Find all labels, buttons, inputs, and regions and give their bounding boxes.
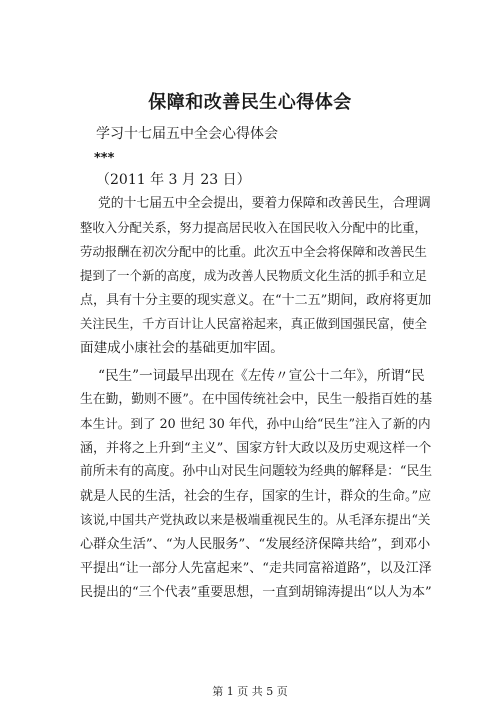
subtitle: 学习十七届五中全会心得体会 (96, 126, 278, 142)
paragraph-line: 提到了一个新的高度，成为改善人民物质文化生活的抓手和立足 (80, 268, 427, 283)
paragraph-line: 点，具有十分主要的现实意义。在“十二五”期间，政府将更加 (80, 293, 432, 308)
document-title: 保障和改善民生心得体会 (148, 92, 352, 113)
paragraph-line: 本生计。到了 20 世纪 30 年代，孙中山给“民生”注入了新的内 (80, 416, 431, 431)
paragraph-line: 民提出的“三个代表”重要思想，一直到胡锦涛提出“以人为本” (80, 585, 432, 600)
paragraph-line: 劳动报酬在初次分配中的比重。此次五中全会将保障和改善民生 (80, 244, 427, 259)
paragraph-line: 党的十七届五中全会提出，要着力保障和改善民生，合理调 (98, 196, 431, 211)
paragraph-line: 前所未有的高度。孙中山对民生问题较为经典的解释是：“民生 (80, 464, 433, 479)
paragraph-line: 平提出“让一部分人先富起来”、“走共同富裕道路”，以及江泽 (80, 561, 432, 576)
paragraph-line: 涵，并将之上升到“主义”、国家方针大政以及历史观这样一个 (80, 441, 432, 456)
page-number-footer: 第 1 页 共 5 页 (212, 685, 288, 698)
date: （2011 年 3 月 23 日） (96, 172, 251, 188)
paragraph-line: 该说,中国共产党执政以来是极端重视民生的。从毛泽东提出“关 (80, 512, 431, 527)
paragraph-line: 就是人民的生活，社会的生存，国家的生计，群众的生命。”应 (80, 489, 432, 504)
author: *** (94, 151, 115, 166)
paragraph-line: 整收入分配关系，努力提高居民收入在国民收入分配中的比重， (80, 220, 427, 235)
paragraph-line: 生在勤，勤则不匮”。在中国传统社会中，民生一般指百姓的基 (80, 392, 433, 407)
paragraph-line: 心群众生活”、“为人民服务”、“发展经济保障共给”，到邓小 (80, 537, 431, 552)
paragraph-line: 面建成小康社会的基础更加牢固。 (80, 340, 284, 356)
paragraph-line: “民生”一词最早出现在《左传〃宣公十二年》，所谓“民 (98, 368, 425, 384)
paragraph-line: 关注民生，千方百计让人民富裕起来，真正做到国强民富，使全 (80, 316, 427, 331)
